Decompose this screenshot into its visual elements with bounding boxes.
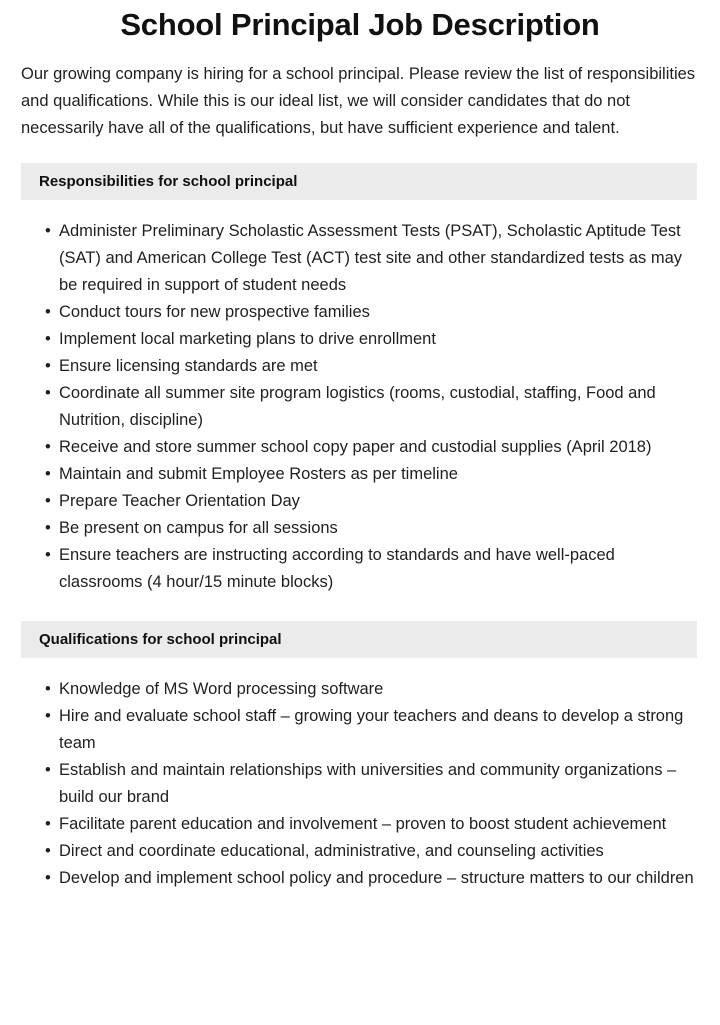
list-item-text: Ensure teachers are instructing according to standards and have well-paced classrooms (4 hour/15 minute blocks) bbox=[59, 546, 615, 591]
list-item-text: Develop and implement school policy and procedure – structure matters to our children bbox=[59, 869, 694, 887]
list-item bbox=[45, 865, 697, 892]
list-item bbox=[45, 542, 697, 596]
list-item bbox=[45, 218, 697, 299]
list-item bbox=[45, 811, 697, 838]
bullet-icon: • bbox=[45, 384, 51, 402]
section-header-label: Qualifications for school principal bbox=[39, 630, 282, 648]
list-item bbox=[45, 434, 697, 461]
bullet-icon: • bbox=[45, 546, 51, 564]
page-title: School Principal Job Description bbox=[120, 7, 600, 42]
list-item-text: Direct and coordinate educational, administrative, and counseling activities bbox=[59, 842, 604, 860]
bullet-icon: • bbox=[45, 842, 51, 860]
list-item-text: Administer Preliminary Scholastic Assessment Tests (PSAT), Scholastic Aptitude Test (SAT) and American College Test (ACT) test site and other standardized tests as may be required in support of student needs bbox=[59, 222, 682, 294]
bullet-icon: • bbox=[45, 869, 51, 887]
list-item bbox=[45, 488, 697, 515]
list-item bbox=[45, 757, 697, 811]
bullet-icon: • bbox=[45, 438, 51, 456]
list-item-text: Conduct tours for new prospective families bbox=[59, 303, 370, 321]
list-item bbox=[45, 299, 697, 326]
list-item bbox=[45, 380, 697, 434]
list-item-text: Establish and maintain relationships with universities and community organizations – build our brand bbox=[59, 761, 677, 806]
list-item-text: Receive and store summer school copy paper and custodial supplies (April 2018) bbox=[59, 438, 652, 456]
bullet-icon: • bbox=[45, 492, 51, 510]
bullet-icon: • bbox=[45, 330, 51, 348]
list-item-text: Knowledge of MS Word processing software bbox=[59, 680, 384, 698]
bullet-icon: • bbox=[45, 707, 51, 725]
bullet-icon: • bbox=[45, 357, 51, 375]
list-item-text: Prepare Teacher Orientation Day bbox=[59, 492, 300, 510]
list-item bbox=[45, 676, 697, 703]
section-responsibilities bbox=[0, 163, 720, 596]
bullet-icon: • bbox=[45, 680, 51, 698]
list-item bbox=[45, 838, 697, 865]
bullet-icon: • bbox=[45, 303, 51, 321]
list-item bbox=[45, 461, 697, 488]
list-item bbox=[45, 326, 697, 353]
list-item-text: Ensure licensing standards are met bbox=[59, 357, 318, 375]
list-item bbox=[45, 353, 697, 380]
page-bottom-spacer bbox=[0, 892, 720, 922]
section-header-label: Responsibilities for school principal bbox=[39, 172, 298, 190]
qualifications-list bbox=[0, 658, 720, 892]
responsibilities-list bbox=[0, 200, 720, 596]
section-qualifications bbox=[0, 596, 720, 892]
list-item bbox=[45, 703, 697, 757]
list-item-text: Maintain and submit Employee Rosters as per timeline bbox=[59, 465, 458, 483]
bullet-icon: • bbox=[45, 222, 51, 240]
bullet-icon: • bbox=[45, 465, 51, 483]
list-item-text: Facilitate parent education and involvement – proven to boost student achievement bbox=[59, 815, 667, 833]
list-item-text: Coordinate all summer site program logistics (rooms, custodial, staffing, Food and Nutrition, discipline) bbox=[59, 384, 656, 429]
list-item-text: Be present on campus for all sessions bbox=[59, 519, 338, 537]
list-item-text: Implement local marketing plans to drive enrollment bbox=[59, 330, 436, 348]
bullet-icon: • bbox=[45, 761, 51, 779]
section-header-qualifications bbox=[21, 621, 697, 658]
intro-paragraph: Our growing company is hiring for a school principal. Please review the list of responsibilities and qualifications. While this is our ideal list, we will consider candidates that do not necessarily have all of the qualifications, but have sufficient experience and talent. bbox=[21, 65, 696, 137]
list-item-text: Hire and evaluate school staff – growing your teachers and deans to develop a strong team bbox=[59, 707, 684, 752]
bullet-icon: • bbox=[45, 815, 51, 833]
section-header-responsibilities bbox=[21, 163, 697, 200]
list-item bbox=[45, 515, 697, 542]
bullet-icon: • bbox=[45, 519, 51, 537]
